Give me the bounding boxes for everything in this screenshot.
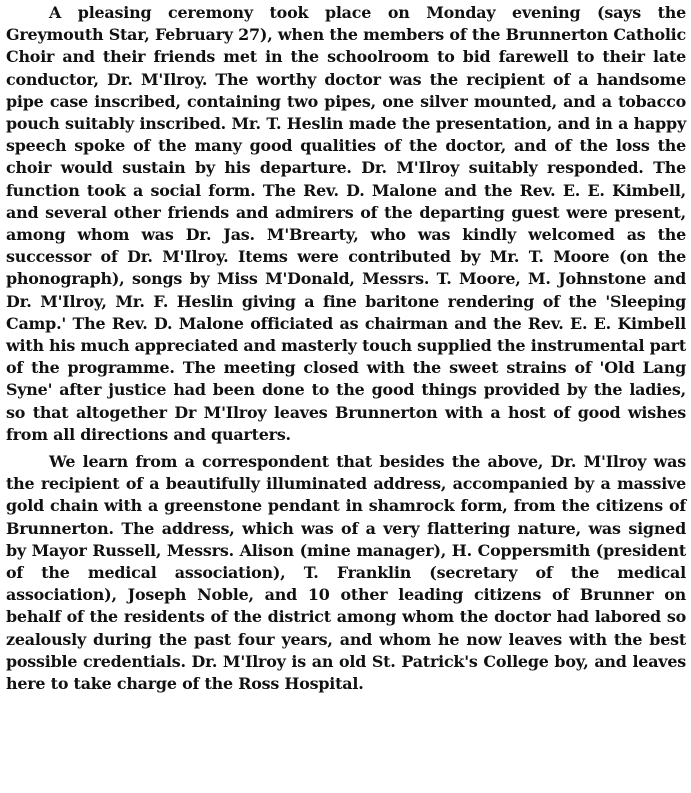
article-paragraph-ceremony: A pleasing ceremony took place on Monday evening (says the Greymouth Star, February 27), when the members of the Brunnerton Catholic Choir and their friends met in the schoolroom to bid farewell to their late conductor, Dr. M'Ilroy. The worthy doctor was the recipient of a handsome pipe case inscribed, containing two pipes, one silver mounted, and a tobacco pouch suitably inscribed. Mr. T. Heslin made the presentation, and in a happy speech spoke of the many good qualities of the doctor, and of the loss the choir would sustain by his departure. Dr. M'Ilroy suitably responded. The function took a social form. The Rev. D. Malone and the Rev. E. E. Kimbell, and several other friends and admirers of the departing guest were present, among whom was Dr. Jas. M'Brearty, who was kindly welcomed as the successor of Dr. M'Ilroy. Items were contributed by Mr. T. Moore (on the phonograph), songs by Miss M'Donald, Messrs. T. Moore, M. Johnstone and Dr. M'Ilroy, Mr. F. Heslin giving a fine baritone rendering of the 'Sleeping Camp.' The Rev. D. Malone officiated as chairman and the Rev. E. E. Kimbell with his much appreciated and masterly touch supplied the instrumental part of the programme. The meeting closed with the sweet strains of 'Old Lang Syne' after justice had been done to the good things provided by the ladies, so that altogether Dr M'Ilroy leaves Brunnerton with a host of good wishes from all directions and quarters. — [6, 3, 686, 444]
article-paragraph-address: We learn from a correspondent that besides the above, Dr. M'Ilroy was the recipient of a beautifully illuminated address, accompanied by a massive gold chain with a greenstone pendant in shamrock form, from the citizens of Brunnerton. The address, which was of a very flattering nature, was signed by Mayor Russell, Messrs. Alison (mine manager), H. Coppersmith (president of the medical association), T. Franklin (secretary of the medical association), Joseph Noble, and 10 other leading citizens of Brunner on behalf of the residents of the district among whom the doctor had labored so zealously during the past four years, and whom he now leaves with the best possible credentials. Dr. M'Ilroy is an old St. Patrick's College boy, and leaves here to take charge of the Ross Hospital. — [6, 452, 686, 694]
news-article — [6, 2, 686, 695]
